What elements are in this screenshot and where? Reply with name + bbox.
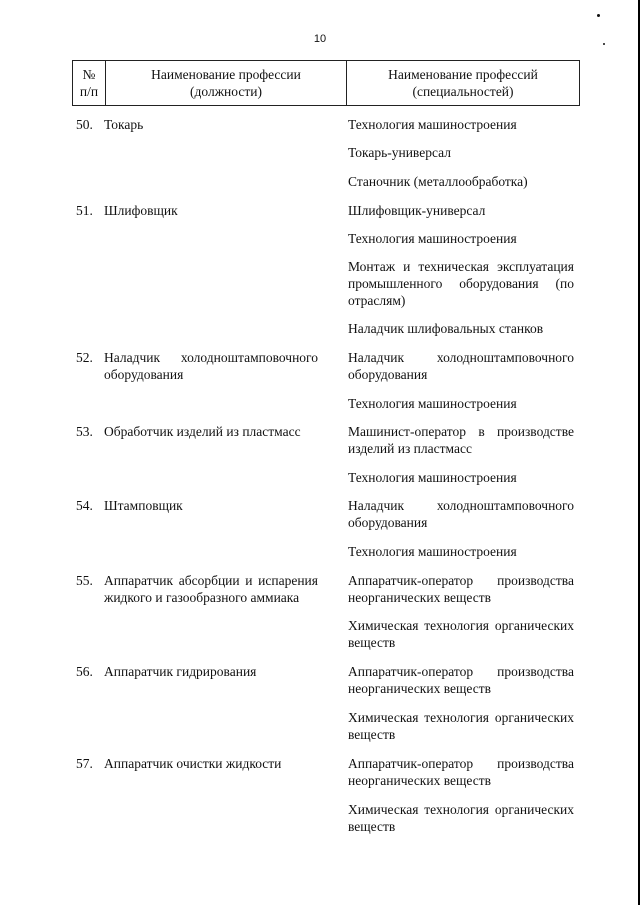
profession-name: Аппаратчик абсорбции и испарения жидкого и газообразного аммиака xyxy=(104,573,318,605)
row-number: 51. xyxy=(76,203,93,218)
profession-name: Токарь xyxy=(104,117,144,132)
header-number-cell xyxy=(73,61,106,105)
specialty-item: Станочник (металлообработка) xyxy=(348,174,528,189)
specialty-item: Технология машиностроения xyxy=(348,117,517,132)
specialty-item: Аппаратчик-оператор производства неорганических веществ xyxy=(348,573,574,605)
specialty-item: Монтаж и техническая эксплуатация промышленного оборудования (по отраслям) xyxy=(348,259,574,308)
specialty-item: Аппаратчик-оператор производства неорганических веществ xyxy=(348,664,574,696)
specialty-item: Машинист-оператор в производстве изделий из пластмасс xyxy=(348,424,574,456)
header-number-label-sub: п/п xyxy=(79,84,99,99)
row-number: 54. xyxy=(76,498,93,513)
row-number: 57. xyxy=(76,756,93,771)
row-number: 56. xyxy=(76,664,93,679)
header-profession-cell xyxy=(106,61,347,105)
scan-speck xyxy=(597,14,600,17)
specialty-item: Технология машиностроения xyxy=(348,544,517,559)
row-number: 50. xyxy=(76,117,93,132)
specialty-item: Технология машиностроения xyxy=(348,396,517,411)
header-number-label: № xyxy=(82,67,96,82)
profession-name: Шлифовщик xyxy=(104,203,178,218)
profession-name: Наладчик холодноштамповочного оборудования xyxy=(104,350,318,382)
header-profession-label: Наименование профессии xyxy=(151,67,301,82)
header-specialty-cell xyxy=(347,61,579,105)
header-specialty-label: Наименование профессий xyxy=(388,67,538,82)
specialty-item: Наладчик холодноштамповочного оборудования xyxy=(348,350,574,382)
specialty-item: Химическая технология органических веществ xyxy=(348,618,574,650)
profession-name: Аппаратчик очистки жидкости xyxy=(104,756,282,771)
specialty-item: Технология машиностроения xyxy=(348,231,517,246)
specialty-item: Химическая технология органических веществ xyxy=(348,802,574,834)
row-number: 53. xyxy=(76,424,93,439)
row-number: 55. xyxy=(76,573,93,588)
page-number: 10 xyxy=(313,33,327,45)
row-number: 52. xyxy=(76,350,93,365)
table-header xyxy=(72,60,580,106)
specialty-item: Аппаратчик-оператор производства неорганических веществ xyxy=(348,756,574,788)
specialty-item: Наладчик холодноштамповочного оборудования xyxy=(348,498,574,530)
scan-speck xyxy=(603,43,605,45)
header-profession-label-sub: (должности) xyxy=(190,84,262,99)
specialty-item: Токарь-универсал xyxy=(348,145,451,160)
profession-name: Аппаратчик гидрирования xyxy=(104,664,257,679)
specialty-item: Химическая технология органических веществ xyxy=(348,710,574,742)
specialty-item: Наладчик шлифовальных станков xyxy=(348,321,544,336)
profession-name: Обработчик изделий из пластмасс xyxy=(104,424,301,439)
specialty-item: Шлифовщик-универсал xyxy=(348,203,486,218)
specialty-item: Технология машиностроения xyxy=(348,470,517,485)
profession-name: Штамповщик xyxy=(104,498,183,513)
header-specialty-label-sub: (специальностей) xyxy=(412,84,514,99)
